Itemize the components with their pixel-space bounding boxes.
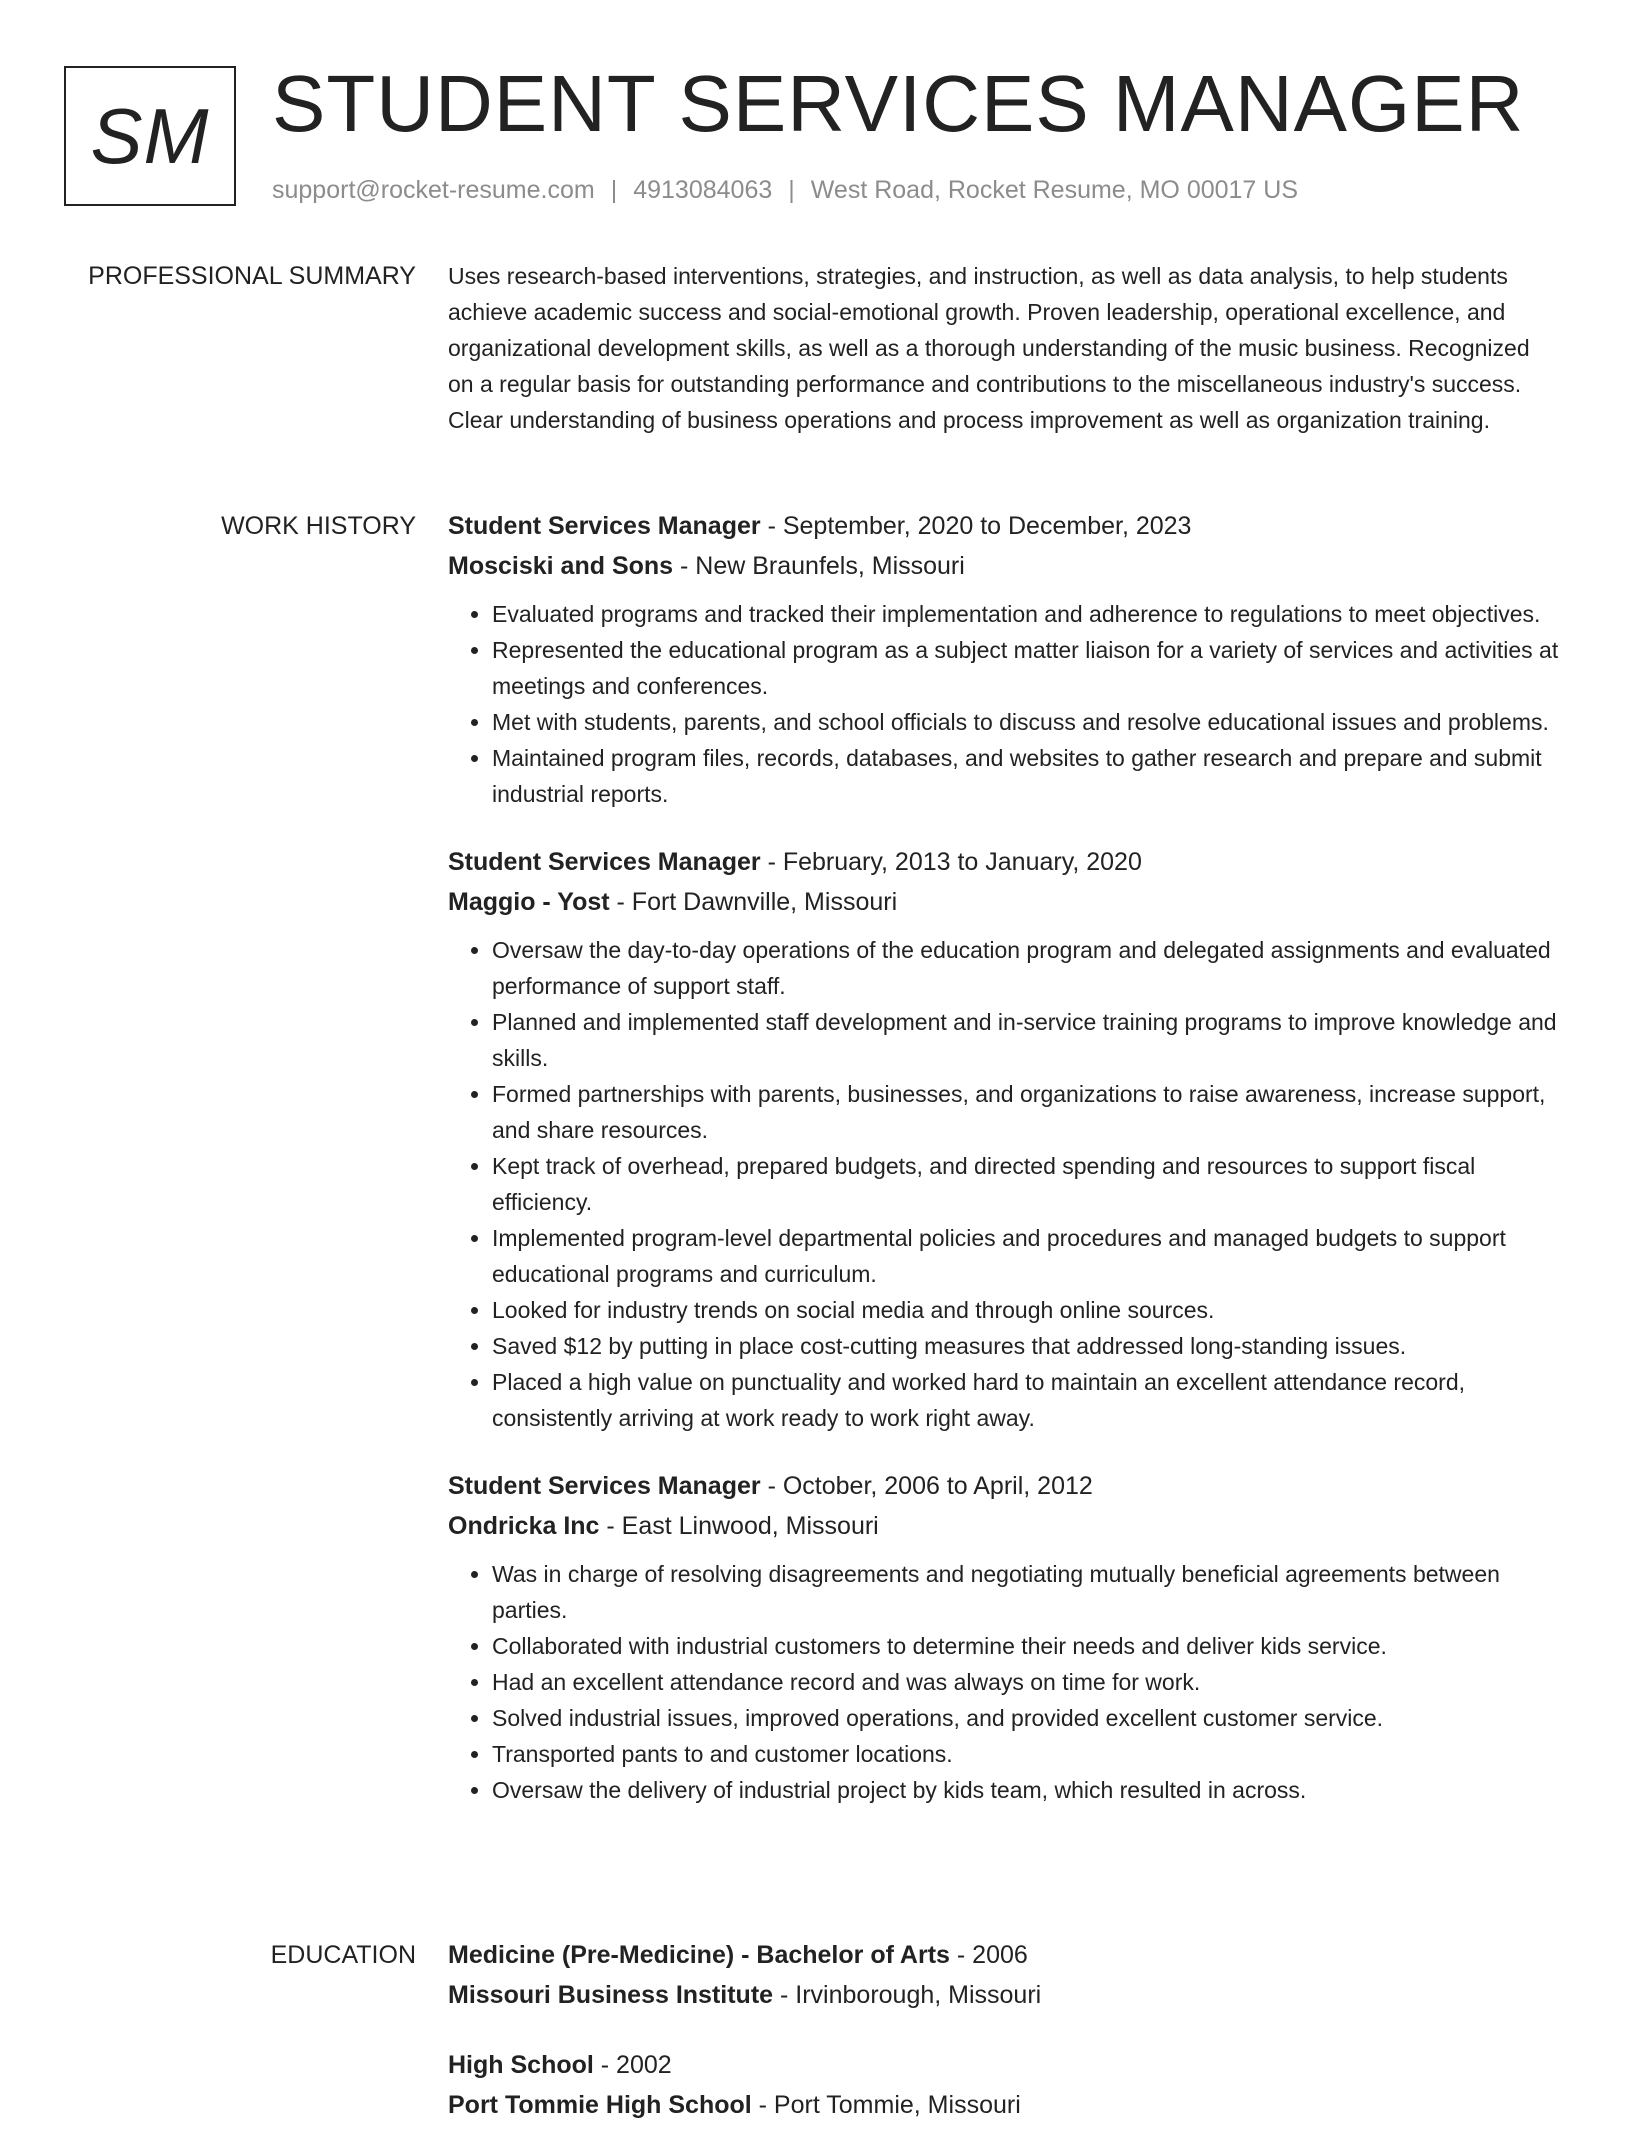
list-item: • Saved $12 by putting in place cost-cutting measures that addressed long-standing issues. [492,1328,1560,1364]
summary-text: Uses research-based interventions, strategies, and instruction, as well as data analysis, to help students achieve academic success and social-emotional growth. Proven leadership, operational excellence, and organizational development skills, as well as a thorough understanding of the music business. Recognized on a regular basis for outstanding performance and contributions to the miscellaneous industry's success. Clear understanding of business operations and process improvement as well as organization training. [448,263,1530,433]
job-title: Student Services Manager [448,1472,761,1500]
education-entry [448,1935,1560,2015]
job-bullets [448,1556,1560,1808]
work-history-heading: WORK HISTORY [221,512,416,540]
graduation-year: - 2006 [949,1941,1028,1969]
work-history-body [448,506,1560,1838]
job-company-line [448,546,1560,586]
job-dates: - September, 2020 to December, 2023 [760,512,1192,540]
school-location: - Port Tommie, Missouri [751,2091,1021,2119]
job-location: - East Linwood, Missouri [599,1512,879,1540]
job-company-line [448,1506,1560,1546]
job-title: Student Services Manager [448,848,761,876]
list-item: • Represented the educational program as a subject matter liaison for a variety of services and activities at meetings and conferences. [492,632,1560,704]
contact-line [272,172,1298,208]
school-name: Missouri Business Institute [448,1981,774,2009]
degree-line [448,1935,1560,1975]
list-item: • Oversaw the delivery of industrial project by kids team, which resulted in across. [492,1772,1560,1808]
list-item: • Implemented program-level departmental policies and procedures and managed budgets to support educational programs and curriculum. [492,1220,1560,1292]
list-item: • Was in charge of resolving disagreements and negotiating mutually beneficial agreements between parties. [492,1556,1560,1628]
degree: Medicine (Pre-Medicine) - Bachelor of Arts [448,1941,950,1969]
monogram-badge [64,66,236,206]
list-item: • Planned and implemented staff development and in-service training programs to improve knowledge and skills. [492,1004,1560,1076]
list-item: • Solved industrial issues, improved operations, and provided excellent customer service. [492,1700,1560,1736]
job-title-line [448,842,1560,882]
job-dates: - October, 2006 to April, 2012 [760,1472,1093,1500]
school-location: - Irvinborough, Missouri [773,1981,1042,2009]
list-item: • Collaborated with industrial customers to determine their needs and deliver kids service. [492,1628,1560,1664]
list-item: • Looked for industry trends on social media and through online sources. [492,1292,1560,1328]
summary-body [448,258,1560,438]
job-dates: - February, 2013 to January, 2020 [760,848,1142,876]
contact-address: West Road, Rocket Resume, MO 00017 US [810,176,1299,204]
job-location: - Fort Dawnville, Missouri [609,888,898,916]
list-item: • Oversaw the day-to-day operations of the education program and delegated assignments and evaluated performance of support staff. [492,932,1560,1004]
list-item: • Kept track of overhead, prepared budgets, and directed spending and resources to support fiscal efficiency. [492,1148,1560,1220]
job-location: - New Braunfels, Missouri [673,552,965,580]
education-heading: EDUCATION [270,1941,416,1969]
degree: High School [448,2051,594,2079]
contact-separator: | [610,176,618,204]
list-item: • Had an excellent attendance record and was always on time for work. [492,1664,1560,1700]
contact-separator: | [788,176,795,204]
summary-heading: PROFESSIONAL SUMMARY [88,262,416,290]
degree-line [448,2045,1560,2085]
contact-email: support@rocket-resume.com [272,176,595,204]
job-company: Maggio - Yost [448,888,610,916]
job-entry [448,506,1560,812]
list-item: • Formed partnerships with parents, businesses, and organizations to raise awareness, increase support, and share resources. [492,1076,1560,1148]
list-item: • Met with students, parents, and school officials to discuss and resolve educational issues and problems. [492,704,1560,740]
school-line [448,1975,1560,2015]
job-bullets [448,596,1560,812]
school-line [448,2085,1560,2125]
job-title-line [448,1466,1560,1506]
job-company-line [448,882,1560,922]
job-company: Ondricka Inc [448,1512,600,1540]
resume-title: STUDENT SERVICES MANAGER [272,59,1525,148]
graduation-year: - 2002 [593,2051,672,2079]
job-bullets [448,932,1560,1436]
job-title: Student Services Manager [448,512,761,540]
job-entry [448,842,1560,1436]
job-title-line [448,506,1560,546]
job-company: Mosciski and Sons [448,552,674,580]
list-item: • Placed a high value on punctuality and worked hard to maintain an excellent attendance record, consistently arriving at work ready to work right away. [492,1364,1560,1436]
contact-phone: 4913084063 [633,176,773,204]
monogram-text: SM [90,91,210,180]
list-item: • Evaluated programs and tracked their implementation and adherence to regulations to meet objectives. [492,596,1560,632]
job-entry [448,1466,1560,1808]
education-entry [448,2045,1560,2125]
education-body [448,1935,1560,2155]
school-name: Port Tommie High School [448,2091,752,2119]
list-item: • Maintained program files, records, databases, and websites to gather research and prepare and submit industrial reports. [492,740,1560,812]
list-item: • Transported pants to and customer locations. [492,1736,1560,1772]
